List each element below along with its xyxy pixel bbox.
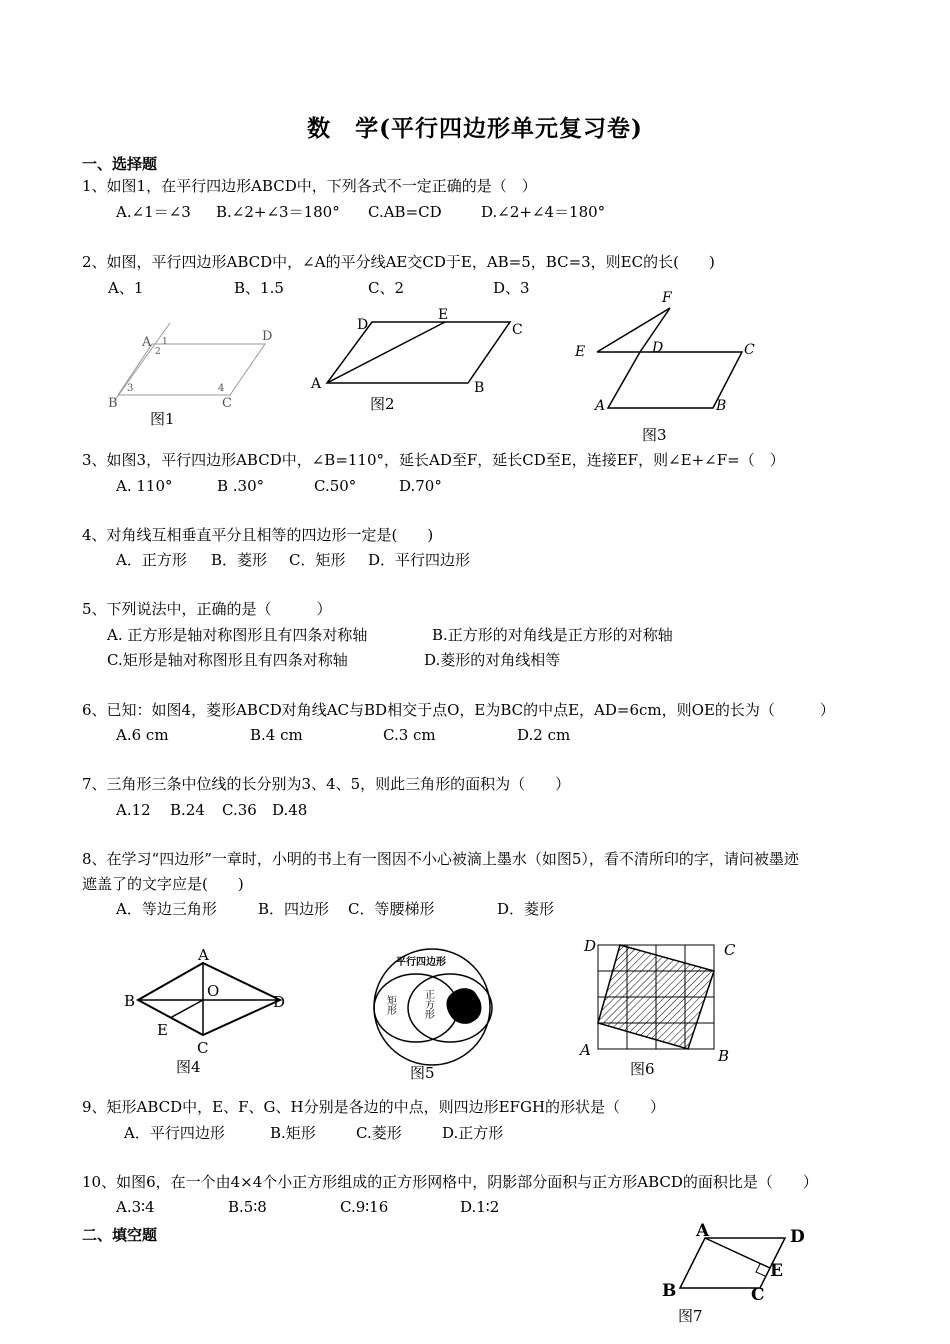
fig6-label-a: A [580, 1041, 591, 1059]
question-8-option-c: C．等腰梯形 [348, 900, 435, 918]
question-7-option-b: B.24 [170, 801, 205, 819]
figure-4 [120, 945, 295, 1060]
fig3-label-d: D [652, 340, 664, 356]
question-8-stem-line-1: 8、在学习“四边形”一章时，小明的书上有一图因不小心被滴上墨水（如图5），看不清所印的字，请问被墨迹 [82, 850, 799, 868]
question-5-option-c: C.矩形是轴对称图形且有四条对称轴 [107, 651, 348, 669]
fig1-angle-3: 3 [127, 383, 134, 394]
question-3-option-c: C.50° [314, 477, 357, 495]
question-4-option-d: D．平行四边形 [368, 551, 471, 569]
page-title: 数 学(平行四边形单元复习卷) [307, 115, 643, 142]
question-2-option-d: D、3 [493, 279, 530, 297]
question-9-option-d: D.正方形 [442, 1124, 504, 1142]
fig7-label-c: C [751, 1285, 765, 1305]
fig4-label-c: C [197, 1039, 209, 1057]
fig1-angle-4: 4 [218, 383, 225, 394]
fig1-label-a: A [142, 335, 152, 350]
figure-6 [578, 935, 743, 1065]
question-4-stem: 4、对角线互相垂直平分且相等的四边形一定是( ) [82, 526, 434, 544]
question-1-option-a: A.∠1＝∠3 [116, 203, 191, 221]
fig7-label-b: B [662, 1281, 677, 1301]
question-5-option-d: D.菱形的对角线相等 [424, 651, 561, 669]
fig6-label-c: C [724, 941, 736, 959]
question-6-option-a: A.6 cm [116, 726, 169, 744]
question-2-option-b: B、1.5 [234, 279, 284, 297]
fig1-label-d: D [262, 329, 273, 344]
fig4-label-a: A [198, 946, 209, 964]
question-5-option-a: A. 正方形是轴对称图形且有四条对称轴 [107, 626, 368, 644]
figure-7 [660, 1218, 810, 1308]
figure-4-caption: 图4 [176, 1058, 201, 1076]
question-6-stem: 6、已知：如图4，菱形ABCD对角线AC与BD相交于点O，E为BC的中点E，AD=6cm，则OE的长为（ ） [82, 701, 835, 719]
fig2-label-b: B [474, 380, 485, 396]
fig2-label-d: D [357, 317, 369, 333]
figure-3-caption: 图3 [642, 426, 667, 444]
question-9-stem: 9、矩形ABCD中，E、F、G、H分别是各边的中点，则四边形EFGH的形状是（ ） [82, 1098, 666, 1116]
figure-1 [100, 320, 280, 410]
fig4-label-e: E [157, 1021, 168, 1039]
fig3-label-e: E [575, 344, 586, 360]
fig5-right-label: 正方形 [422, 989, 434, 1019]
fig5-outer-label: 平行四边形 [396, 957, 446, 968]
fig1-label-c: C [222, 396, 232, 411]
fig7-label-e: E [770, 1261, 783, 1281]
fig3-label-b: B [716, 398, 727, 414]
question-8-option-b: B．四边形 [258, 900, 330, 918]
question-1-option-d: D.∠2+∠4＝180° [481, 203, 606, 221]
fig3-label-f: F [662, 290, 672, 306]
fig4-label-b: B [124, 992, 136, 1010]
question-5-stem: 5、下列说法中，正确的是（ ） [82, 600, 332, 618]
fig7-label-a: A [696, 1221, 710, 1241]
fig6-label-d: D [584, 937, 597, 955]
figure-5 [370, 945, 500, 1065]
question-7-stem: 7、三角形三条中位线的长分别为3、4、5，则此三角形的面积为（ ） [82, 775, 571, 793]
fig4-label-o: O [207, 982, 220, 1000]
figure-2-caption: 图2 [370, 395, 395, 413]
question-10-option-a: A.3∶4 [116, 1198, 155, 1216]
figure-3 [570, 288, 760, 418]
question-8-stem-line-2: 遮盖了的文字应是( ) [82, 875, 244, 893]
figure-6-caption: 图6 [630, 1060, 655, 1078]
fig7-label-d: D [790, 1227, 805, 1247]
section-heading-fill-in: 二、填空题 [82, 1226, 158, 1244]
question-9-option-c: C.菱形 [356, 1124, 402, 1142]
figure-1-caption: 图1 [150, 410, 175, 428]
question-1-option-b: B.∠2+∠3＝180° [216, 203, 340, 221]
fig1-label-b: B [108, 396, 118, 411]
question-2-stem: 2、如图，平行四边形ABCD中，∠A的平分线AE交CD于E，AB=5，BC=3，则EC的长( ) [82, 253, 715, 271]
question-7-option-d: D.48 [272, 801, 308, 819]
fig1-angle-2: 2 [155, 347, 161, 357]
question-2-option-c: C、2 [368, 279, 405, 297]
fig6-label-b: B [718, 1047, 730, 1065]
question-5-option-b: B.正方形的对角线是正方形的对称轴 [432, 626, 673, 644]
question-10-option-c: C.9∶16 [340, 1198, 389, 1216]
fig5-left-label: 矩形 [384, 995, 396, 1015]
question-8-option-a: A．等边三角形 [116, 900, 217, 918]
figure-7-caption: 图7 [678, 1307, 703, 1325]
question-7-option-a: A.12 [116, 801, 151, 819]
fig2-label-e: E [438, 307, 449, 323]
question-3-option-d: D.70° [399, 477, 442, 495]
question-9-option-b: B.矩形 [270, 1124, 316, 1142]
question-3-stem: 3、如图3，平行四边形ABCD中，∠B=110°，延长AD至F，延长CD至E，连接EF，则∠E+∠F=（ ） [82, 451, 785, 469]
fig4-label-d: D [273, 993, 286, 1011]
fig1-angle-1: 1 [162, 337, 168, 347]
question-4-option-b: B．菱形 [211, 551, 268, 569]
fig2-label-a: A [311, 376, 322, 392]
figure-5-caption: 图5 [410, 1064, 435, 1082]
question-6-option-c: C.3 cm [383, 726, 436, 744]
question-7-option-c: C.36 [222, 801, 257, 819]
fig2-label-c: C [512, 322, 523, 338]
question-2-option-a: A、1 [108, 279, 144, 297]
question-10-option-b: B.5∶8 [228, 1198, 267, 1216]
question-3-option-b: B .30° [217, 477, 265, 495]
fig3-label-a: A [595, 398, 606, 414]
question-10-stem: 10、如图6，在一个由4×4个小正方形组成的正方形网格中，阴影部分面积与正方形ABCD的面积比是（ ） [82, 1173, 818, 1191]
figure-2 [305, 305, 535, 395]
question-9-option-a: A．平行四边形 [124, 1124, 225, 1142]
question-8-option-d: D．菱形 [497, 900, 555, 918]
question-10-option-d: D.1∶2 [460, 1198, 500, 1216]
question-1-stem: 1、如图1，在平行四边形ABCD中，下列各式不一定正确的是（ ） [82, 177, 537, 195]
question-6-option-d: D.2 cm [517, 726, 571, 744]
question-6-option-b: B.4 cm [250, 726, 303, 744]
question-4-option-a: A．正方形 [116, 551, 187, 569]
section-heading-choice: 一、选择题 [82, 155, 158, 173]
fig3-label-c: C [744, 342, 755, 358]
question-1-option-c: C.AB=CD [368, 203, 442, 221]
question-4-option-c: C．矩形 [289, 551, 346, 569]
question-3-option-a: A. 110° [116, 477, 173, 495]
